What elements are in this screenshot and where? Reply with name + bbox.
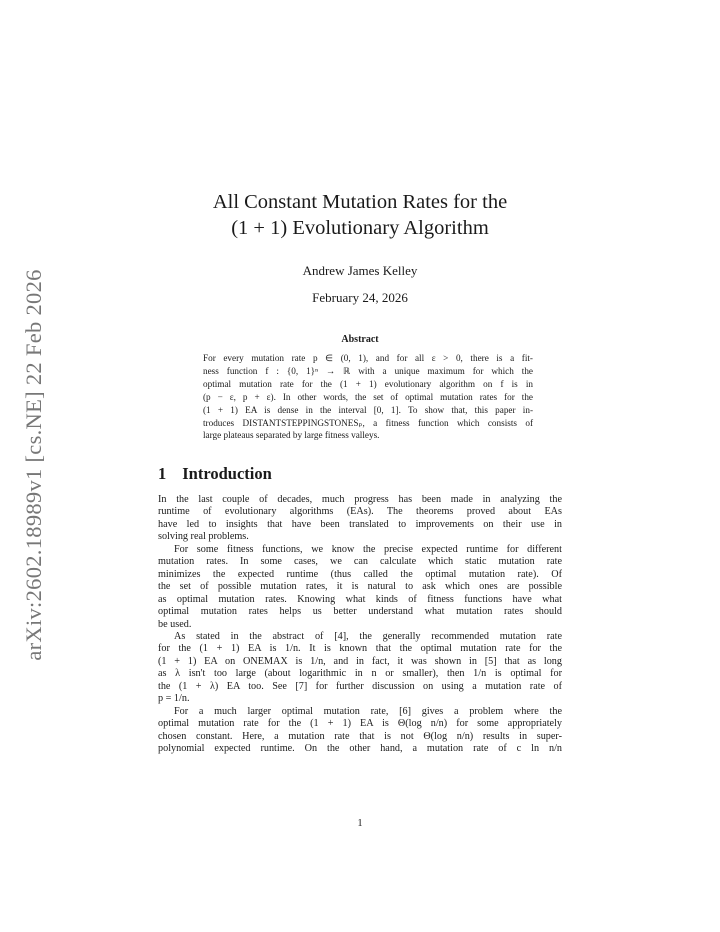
abstract-line: ness function f : {0, 1}ⁿ → ℝ with a unique maximum for which the [203, 365, 533, 376]
body-line: chosen constant. Here, a mutation rate that is not Θ(log n/n) results in super- [158, 730, 562, 742]
abstract-line: large plateaus separated by large fitness valleys. [203, 430, 380, 441]
body-line: optimal mutation rates helps us better understand what mutation rates should [158, 606, 562, 618]
title-line-1: All Constant Mutation Rates for the [212, 191, 508, 213]
body-line: as optimal mutation rates. Knowing what kinds of fitness functions have what [158, 593, 562, 605]
abstract-line: (1 + 1) EA is dense in the interval [0, 1]. To show that, this paper in- [203, 404, 533, 415]
body-line: (1 + 1) EA on ONEMAX is 1/n, and in fact, it was shown in [5] that as long [158, 655, 562, 667]
body-line: for the (1 + 1) EA is 1/n. It is known that the optimal mutation rate for the [158, 643, 562, 655]
body-line: mutation rates. In some cases, we can calculate which static mutation rate [158, 556, 562, 568]
section-heading [158, 464, 272, 484]
page-number: 1 [357, 818, 363, 829]
body-line: be used. [158, 618, 192, 630]
body-text [158, 494, 562, 756]
body-line: For a much larger optimal mutation rate, [6] gives a problem where the [174, 705, 562, 717]
body-line: As stated in the abstract of [4], the generally recommended mutation rate [174, 630, 562, 642]
body-line: optimal mutation rate for the (1 + 1) EA is Θ(log n/n) for some appropriately [158, 718, 562, 730]
body-line: solving real problems. [158, 531, 249, 543]
arxiv-identifier: arXiv:2602.18989v1 [cs.NE] 22 Feb 2026 [21, 269, 46, 661]
body-line: For some fitness functions, we know the precise expected runtime for different [174, 543, 562, 555]
abstract-body [203, 352, 533, 442]
abstract-line: For every mutation rate p ∈ (0, 1), and for all ε > 0, there is a fit- [203, 353, 533, 363]
body-line: the set of possible mutation rates, it is natural to ask which ones are possible [158, 581, 562, 593]
author: Andrew James Kelley [302, 263, 418, 278]
date: February 24, 2026 [312, 290, 408, 305]
body-line: runtime of evolutionary algorithms (EAs). The theorems proved about EAs [158, 506, 562, 518]
abstract-heading: Abstract [341, 334, 379, 345]
section-title: Introduction [182, 464, 272, 483]
abstract-line: troduces DISTANTSTEPPINGSTONESₚ, a fitness function which consists of [203, 417, 533, 428]
section-number: 1 [158, 464, 167, 483]
title-line-2: (1 + 1) Evolutionary Algorithm [231, 217, 489, 239]
paper-title [0, 189, 720, 241]
abstract-line: (p − ε, p + ε). In other words, the set of optimal mutation rates for the [203, 391, 533, 402]
abstract-line: optimal mutation rate for the (1 + 1) evolutionary algorithm on f is in [203, 378, 533, 389]
body-line: have led to insights that have been translated to improvements on their use in [158, 518, 562, 530]
body-line: as λ isn't too large (about logarithmic in n or smaller), then 1/n is optimal for [158, 668, 562, 680]
body-line: In the last couple of decades, much progress has been made in analyzing the [158, 494, 562, 505]
body-line: p = 1/n. [158, 693, 190, 705]
body-line: minimizes the expected runtime (thus called the optimal mutation rate). Of [158, 568, 562, 580]
body-line: polynomial expected runtime. On the other hand, a mutation rate of c ln n/n [158, 743, 562, 755]
body-line: the (1 + λ) EA too. See [7] for further discussion on using a mutation rate of [158, 680, 562, 692]
